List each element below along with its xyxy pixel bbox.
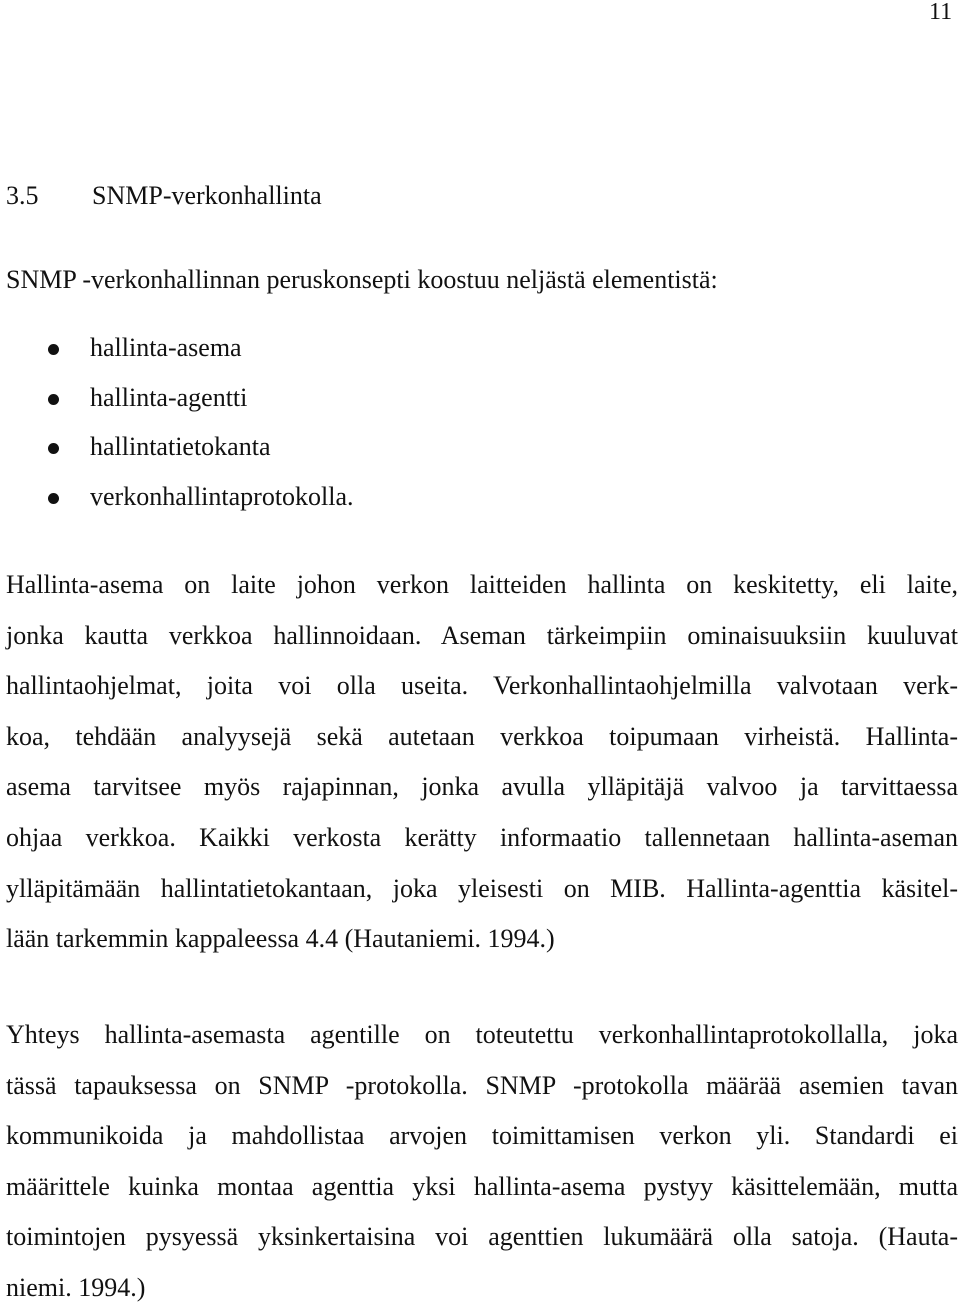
- list-item-text: verkonhallintaprotokolla.: [90, 481, 354, 511]
- paragraph-hallinta-asema: [6, 560, 958, 965]
- paragraph-line: jonka kautta verkkoa hallinnoidaan. Aseman tärkeimpiin ominaisuuksiin kuuluvat: [6, 620, 958, 650]
- paragraph-line: ohjaa verkkoa. Kaikki verkosta kerätty informaatio tallennetaan hallinta-aseman: [6, 822, 958, 852]
- paragraph-line: toimintojen pysyessä yksinkertaisina voi agenttien lukumäärä olla satoja. (Hauta-: [6, 1222, 958, 1252]
- section-title: SNMP-verkonhallinta: [92, 181, 322, 210]
- paragraph-line: määrittele kuinka montaa agenttia yksi hallinta-asema pystyy käsittelemään, mutta: [6, 1171, 958, 1201]
- paragraph-line: asema tarvitsee myös rajapinnan, jonka avulla ylläpitäjä valvoo ja tarvittaessa: [6, 772, 958, 802]
- paragraph-line: koa, tehdään analyysejä sekä autetaan verkkoa toipumaan virheistä. Hallinta-: [6, 721, 958, 751]
- paragraph-line: lään tarkemmin kappaleessa 4.4 (Hautaniemi. 1994.): [6, 924, 555, 954]
- paragraph-line: Yhteys hallinta-asemasta agentille on toteutettu verkonhallintaprotokollalla, joka: [6, 1020, 958, 1049]
- bullet-icon: [48, 394, 59, 405]
- bullet-icon: [48, 443, 59, 454]
- paragraph-yhteys: [6, 1010, 958, 1314]
- list-item-text: hallintatietokanta: [90, 432, 271, 461]
- section-number: 3.5: [6, 181, 39, 210]
- paragraph-line: hallintaohjelmat, joita voi olla useita. Verkonhallintaohjelmilla valvotaan verk-: [6, 671, 958, 701]
- intro-text: SNMP -verkonhallinnan peruskonsepti koostuu neljästä elementistä:: [6, 265, 718, 294]
- list-item-text: hallinta-agentti: [90, 382, 248, 412]
- section-heading: [6, 181, 322, 211]
- bullet-icon: [48, 493, 59, 504]
- paragraph-line: tässä tapauksessa on SNMP -protokolla. SNMP -protokolla määrää asemien tavan: [6, 1070, 958, 1100]
- list-item-text: hallinta-asema: [90, 333, 242, 362]
- page-number: 11: [929, 0, 953, 25]
- bullet-icon: [48, 344, 59, 355]
- paragraph-line: kommunikoida ja mahdollistaa arvojen toimittamisen verkon yli. Standardi ei: [6, 1121, 958, 1151]
- paragraph-line: Hallinta-asema on laite johon verkon laitteiden hallinta on keskitetty, eli laite,: [6, 570, 958, 599]
- paragraph-line: niemi. 1994.): [6, 1272, 146, 1302]
- paragraph-line: ylläpitämään hallintatietokantaan, joka yleisesti on MIB. Hallinta-agenttia käsitel-: [6, 873, 958, 903]
